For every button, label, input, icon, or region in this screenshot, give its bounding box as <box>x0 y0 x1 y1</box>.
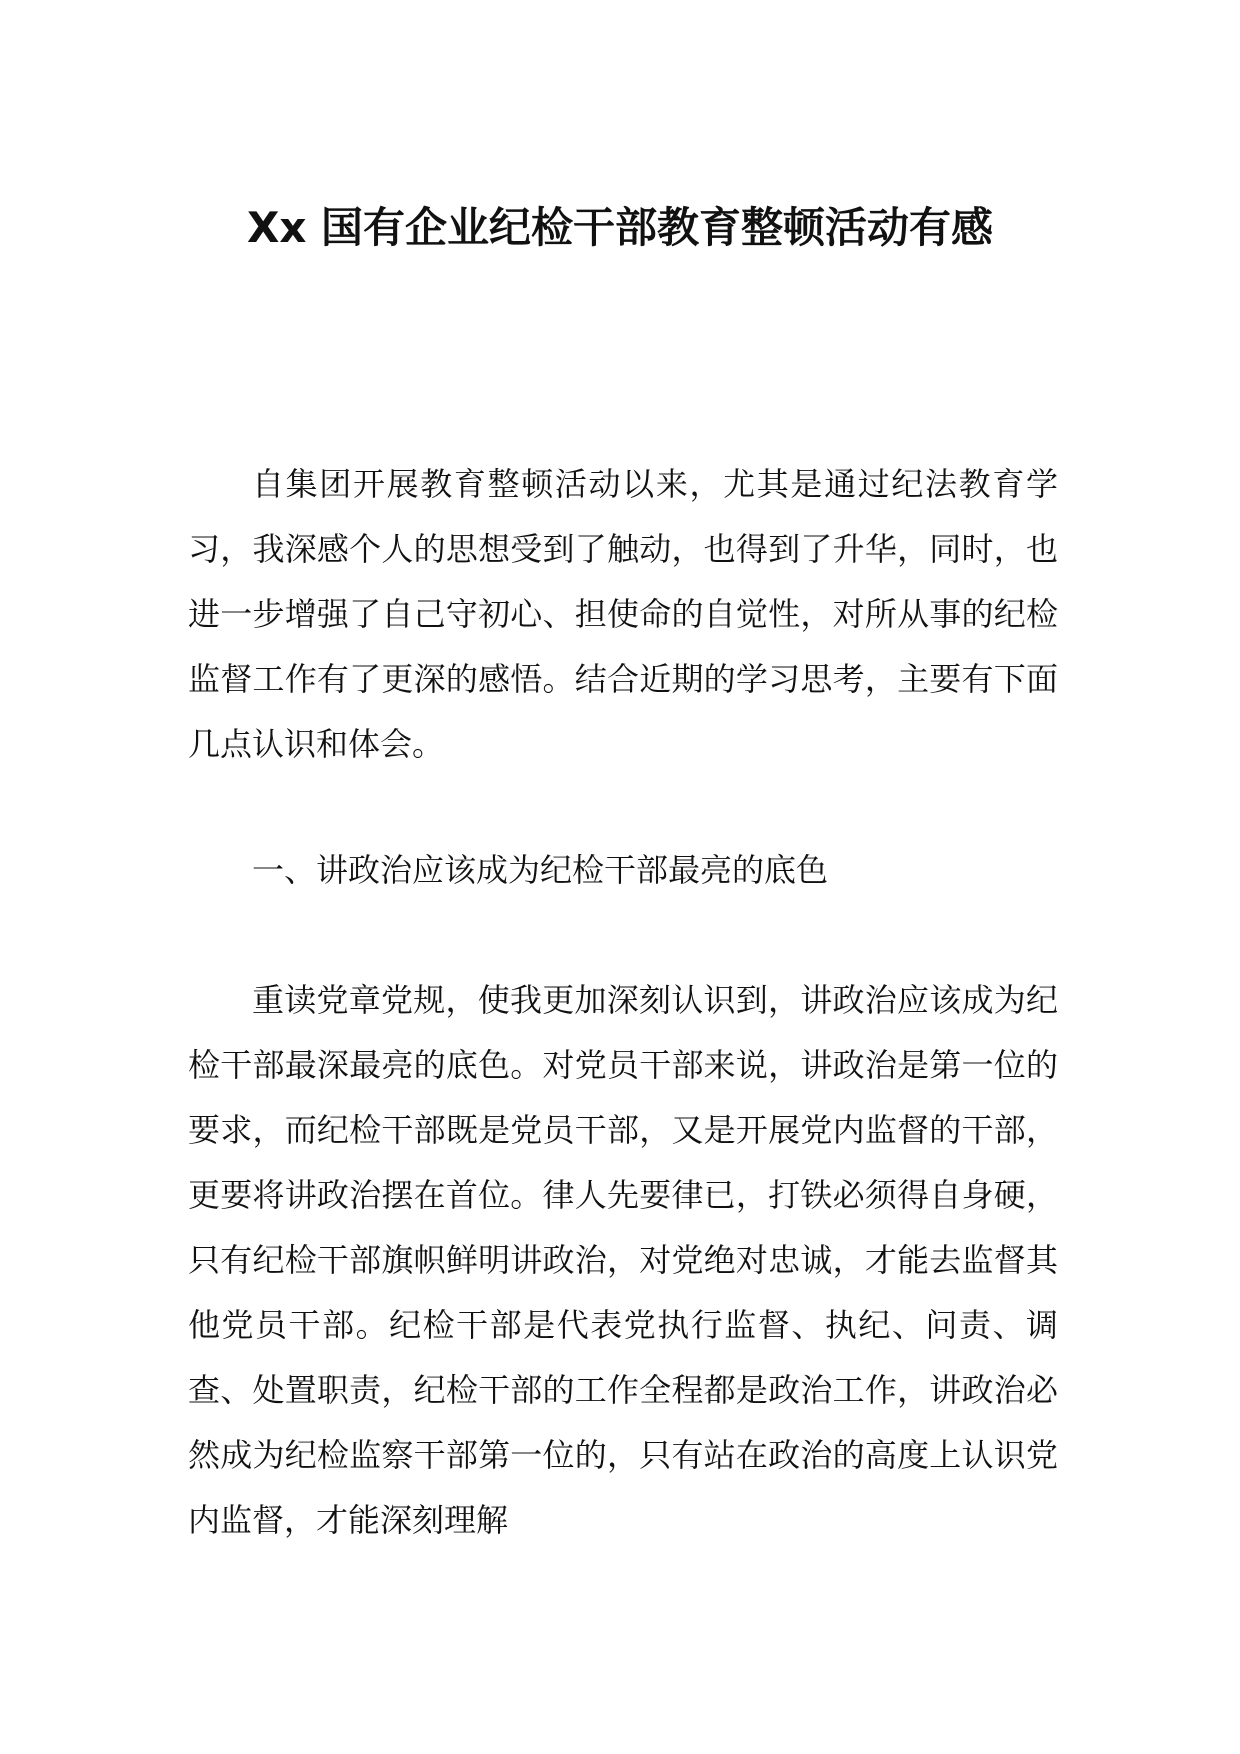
section-heading-1: 一、讲政治应该成为纪检干部最亮的底色 <box>252 851 829 889</box>
intro-paragraph: 自集团开展教育整顿活动以来，尤其是通过纪法教育学习，我深感个人的思想受到了触动，也得到了升华，同时，也进一步增强了自己守初心、担使命的自觉性，对所从事的纪检监督工作有了更深的感悟。结合近期的学习思考，主要有下面几点认识和体会。 <box>188 465 1058 763</box>
document-title: Xx 国有企业纪检干部教育整顿活动有感 <box>246 203 994 252</box>
section-1-paragraph: 重读党章党规，使我更加深刻认识到，讲政治应该成为纪检干部最深最亮的底色。对党员干部来说，讲政治是第一位的要求，而纪检干部既是党员干部，又是开展党内监督的干部，更要将讲政治摆在首位。律人先要律已，打铁必须得自身硬，只有纪检干部旗帜鲜明讲政治，对党绝对忠诚，才能去监督其他党员干部。纪检干部是代表党执行监督、执纪、问责、调查、处置职责，纪检干部的工作全程都是政治工作，讲政治必然成为纪检监察干部第一位的，只有站在政治的高度上认识党内监督，才能深刻理解 <box>188 981 1058 1539</box>
